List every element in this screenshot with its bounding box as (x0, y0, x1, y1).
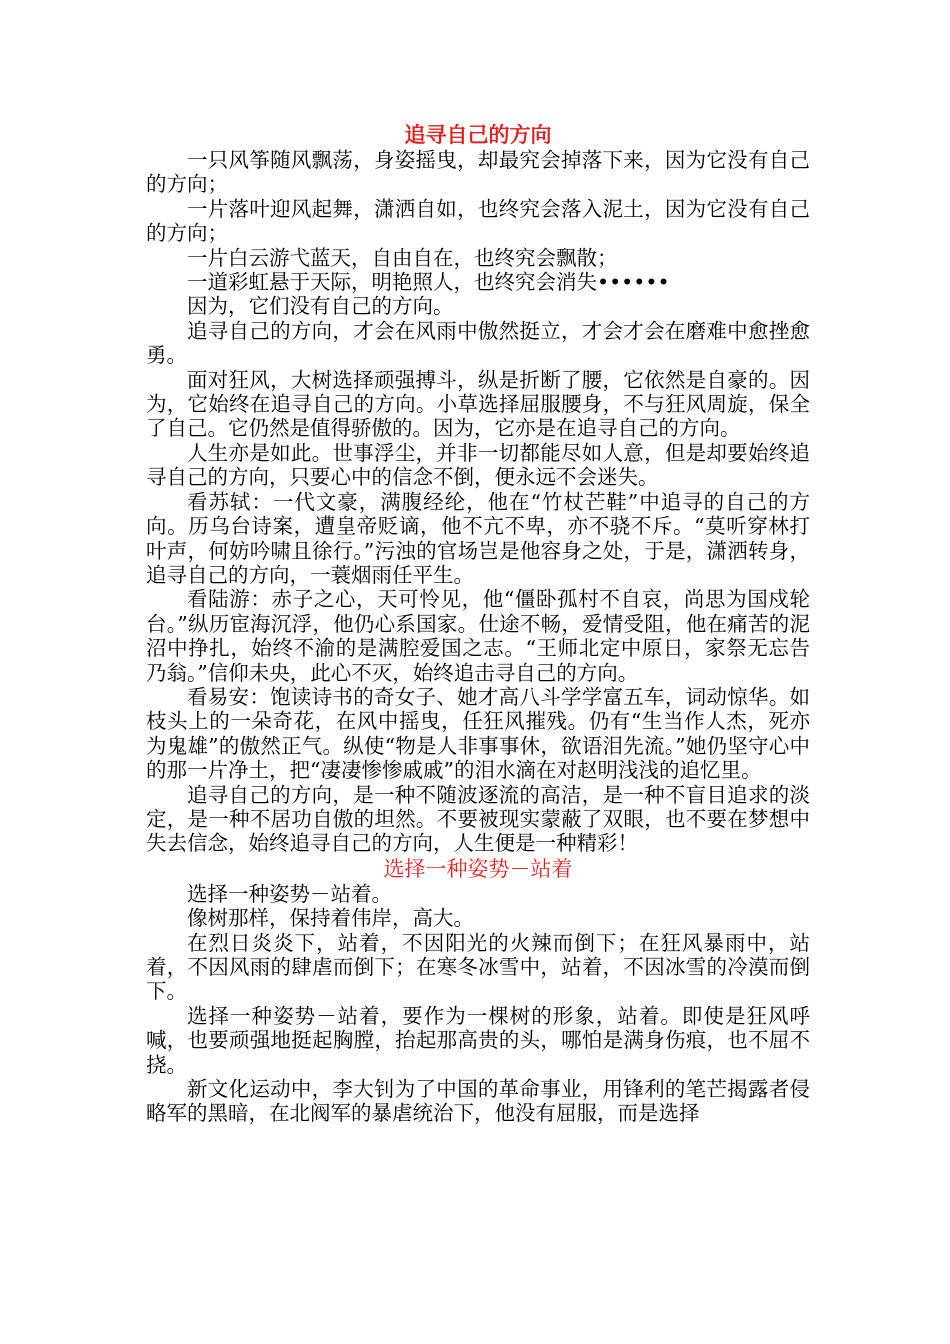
paragraph: 看陆游：赤子之心，天可怜见，他“僵卧孤村不自哀，尚思为国戍轮台。”纵历宦海沉浮，他仍心系国家。仕途不畅，爱情受阻，他在痛苦的泥沼中挣扎，始终不渝的是满腔爱国之志。“王师北定中原日，家祭无忘告乃翁。”信仰未央，此心不灭，始终追击寻自己的方向。 (146, 587, 810, 685)
paragraph: 选择一种姿势－站着，要作为一棵树的形象，站着。即使是狂风呼喊，也要顽强地挺起胸膛，抬起那高贵的头，哪怕是满身伤痕，也不屈不挠。 (146, 1003, 810, 1077)
paragraph: 因为，它们没有自己的方向。 (187, 294, 454, 319)
paragraph: 一片落叶迎风起舞，潇洒自如，也终究会落入泥土，因为它没有自己的方向； (146, 196, 810, 246)
paragraph: 一只风筝随风飘荡，身姿摇曳，却最究会掉落下来，因为它没有自己的方向； (146, 148, 810, 197)
paragraph: 像树那样，保持着伟岸，高大。 (187, 906, 474, 931)
paragraph: 面对狂风，大树选择顽强搏斗，纵是折断了腰，它依然是自豪的。因为，它始终在追寻自己的方向。小草选择屈服腰身，不与狂风周旋，保全了自己。它仍然是值得骄傲的。因为，它亦是在追寻自己的方向。 (146, 367, 810, 441)
paragraph: 追寻自己的方向，才会在风雨中傲然挺立，才会才会在磨难中愈挫愈勇。 (146, 318, 810, 368)
paragraph: 追寻自己的方向，是一种不随波逐流的高洁，是一种不盲目追求的淡定，是一种不居功自傲的坦然。不要被现实蒙蔽了双眼，也不要在梦想中失去信念，始终追寻自己的方向，人生便是一种精彩！ (146, 782, 810, 856)
paragraph: 看易安：饱读诗书的奇女子、她才高八斗学学富五车，词动惊华。如枝头上的一朵奇花，在风中摇曳，任狂风摧残。仍有“生当作人杰，死亦为鬼雄”的傲然正气。纵使“物是人非事事休，欲语泪先流。”她仍坚守心中的那一片净土，把“凄凄惨惨戚戚”的泪水滴在对赵明浅浅的追忆里。 (146, 684, 810, 783)
paragraph: 一片白云游弋蓝天，自由自在，也终究会飘散； (187, 245, 618, 270)
paragraph: 看苏轼：一代文豪，满腹经纶，他在“竹杖芒鞋”中追寻的自己的方向。历乌台诗案，遭皇帝贬谪，他不亢不卑，亦不骁不斥。“莫听穿林打叶声，何妨吟啸且徐行。”污浊的官场岂是他容身之处，于是，潇洒转身，追寻自己的方向，一蓑烟雨任平生。 (146, 489, 810, 587)
paragraph: 选择一种姿势－站着。 (187, 881, 392, 906)
article-title: 选择一种姿势－站着 (383, 856, 573, 881)
paragraph: 新文化运动中，李大钊为了中国的革命事业，用锋利的笔芒揭露者侵略军的黑暗，在北阀军的暴虐统治下，他没有屈服，而是选择 (146, 1077, 810, 1126)
paragraph: 人生亦是如此。世事浮尘，并非一切都能尽如人意，但是却要始终追寻自己的方向，只要心中的信念不倒，便永远不会迷失。 (146, 440, 810, 490)
paragraph: 在烈日炎炎下，站着，不因阳光的火辣而倒下；在狂风暴雨中，站着，不因风雨的肆虐而倒下；在寒冬冰雪中，站着，不因冰雪的冷漠而倒下。 (146, 930, 810, 1004)
document-body (146, 122, 810, 1126)
article-title: 追寻自己的方向 (404, 122, 552, 147)
paragraph: 一道彩虹悬于天际，明艳照人，也终究会消失•••••• (187, 270, 670, 295)
